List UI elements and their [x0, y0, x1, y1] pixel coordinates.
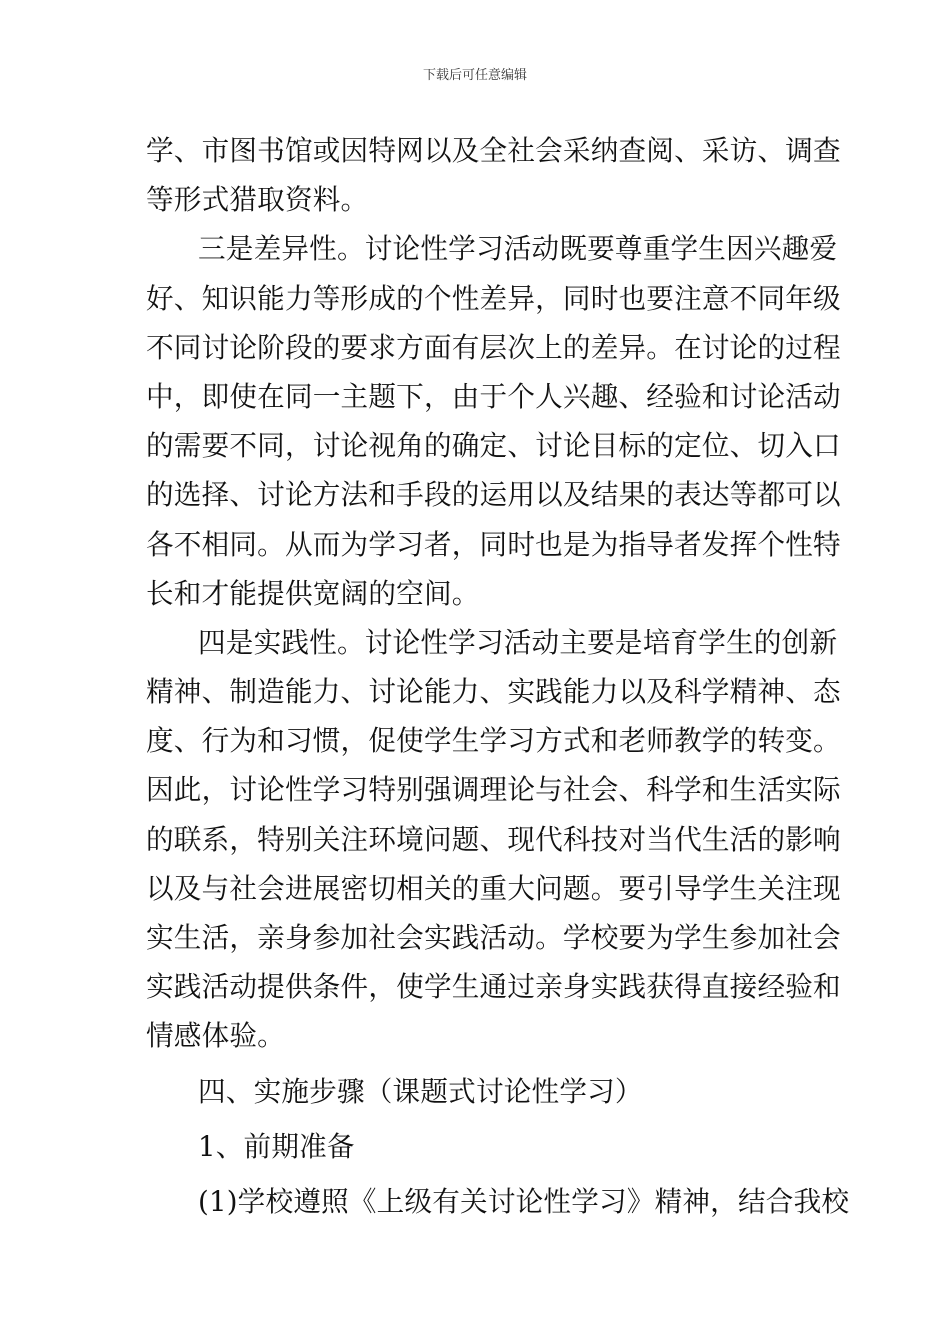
section-heading: 四、实施步骤（课题式讨论性学习）: [198, 1074, 643, 1108]
page-header: 下载后可任意编辑: [422, 68, 527, 83]
paragraph-start-line: 四是实践性。讨论性学习活动主要是培育学生的创新: [198, 625, 838, 659]
body-line: 度、行为和习惯，促使学生学习方式和老师教学的转变。: [146, 724, 841, 758]
body-line: 实践活动提供条件，使学生通过亲身实践获得直接经验和: [146, 970, 841, 1004]
body-line: 等形式猎取资料。: [146, 183, 369, 217]
list-item-line: (1)学校遵照《上级有关讨论性学习》精神，结合我校: [198, 1184, 850, 1218]
body-line: 情感体验。: [146, 1019, 285, 1053]
body-line: 因此，讨论性学习特别强调理论与社会、科学和生活实际: [146, 773, 841, 807]
body-line: 好、知识能力等形成的个性差异，同时也要注意不同年级: [146, 281, 841, 315]
body-line: 精神、制造能力、讨论能力、实践能力以及科学精神、态: [146, 675, 841, 709]
paragraph-start-line: 三是差异性。讨论性学习活动既要尊重学生因兴趣爱: [198, 232, 838, 266]
body-line: 各不相同。从而为学习者，同时也是为指导者发挥个性特: [146, 527, 841, 561]
body-line: 中，即使在同一主题下，由于个人兴趣、经验和讨论活动: [146, 379, 841, 413]
body-line: 实生活，亲身参加社会实践活动。学校要为学生参加社会: [146, 921, 841, 954]
body-line: 不同讨论阶段的要求方面有层次上的差异。在讨论的过程: [146, 330, 841, 364]
body-line: 的需要不同，讨论视角的确定、讨论目标的定位、切入口: [146, 429, 841, 463]
document-body: [146, 126, 850, 1226]
subsection-heading: 1、前期准备: [198, 1129, 355, 1163]
body-line: 以及与社会进展密切相关的重大问题。要引导学生关注现: [146, 871, 841, 905]
body-line: 长和才能提供宽阔的空间。: [146, 576, 480, 610]
body-line: 的联系，特别关注环境问题、现代科技对当代生活的影响: [146, 822, 841, 856]
body-line: 学、市图书馆或因特网以及全社会采纳查阅、采访、调查: [146, 134, 841, 167]
body-line: 的选择、讨论方法和手段的运用以及结果的表达等都可以: [146, 478, 841, 512]
